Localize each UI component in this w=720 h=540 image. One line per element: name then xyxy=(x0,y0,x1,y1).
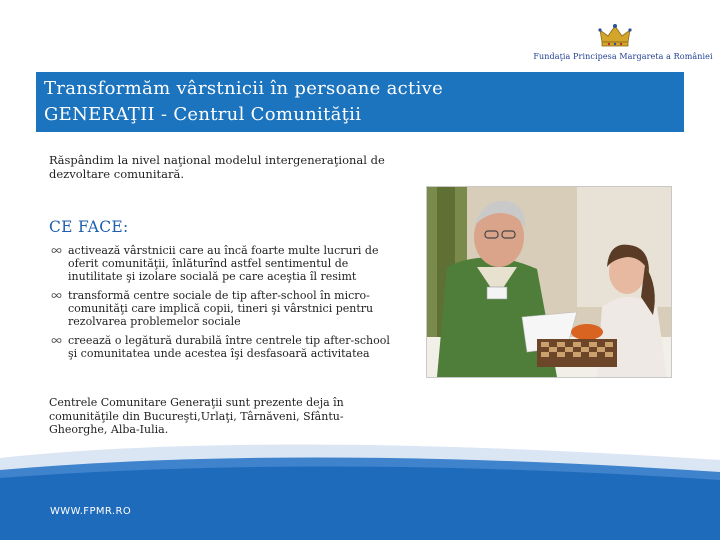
footer-url[interactable]: WWW.FPMR.RO xyxy=(50,506,132,517)
crown-icon xyxy=(598,22,632,50)
intro-text: Răspândim la nivel naţional modelul intergeneraţional de dezvoltare comunitară. xyxy=(49,153,385,181)
bullet-text: transformă centre sociale de tip after-school în micro-comunităţi care implică copii, tineri şi vârstnici pentru rezolvarea problemelor sociale xyxy=(68,289,374,328)
section-heading: CE FACE: xyxy=(49,218,129,236)
foundation-name: Fundaţia Principesa Margareta a României xyxy=(533,52,713,61)
footer-wave xyxy=(0,420,720,540)
title-banner xyxy=(36,72,684,132)
infinity-bullet-icon xyxy=(51,247,62,254)
bullet-list xyxy=(48,244,400,366)
infinity-bullet-icon xyxy=(51,292,62,299)
list-item xyxy=(48,244,400,283)
infinity-bullet-icon xyxy=(51,337,62,344)
foundation-logo xyxy=(528,22,718,68)
page-title: Transformăm vârstnicii în persoane active xyxy=(44,78,444,99)
list-item xyxy=(48,334,400,360)
list-item xyxy=(48,289,400,328)
photo-elderly-man-and-girl xyxy=(426,186,672,378)
page-subtitle: GENERAŢII - Centrul Comunităţii xyxy=(44,104,362,125)
closing-text: Centrele Comunitare Generaţii sunt prezente deja în comunităţile din Bucureşti,Urlaţi, Târnăveni, Sfântu-Gheorghe, Alba-Iulia. xyxy=(49,396,344,436)
bullet-text: activează vârstnicii care au încă foarte multe lucruri de oferit comunităţii, înlăturînd astfel sentimentul de inutilitate şi izolare socială pe care aceştia îl resimt xyxy=(68,244,379,283)
bullet-text: creează o legătură durabilă între centrele tip after-school şi comunitatea unde acestea îşi desfasoară activitatea xyxy=(68,334,390,360)
